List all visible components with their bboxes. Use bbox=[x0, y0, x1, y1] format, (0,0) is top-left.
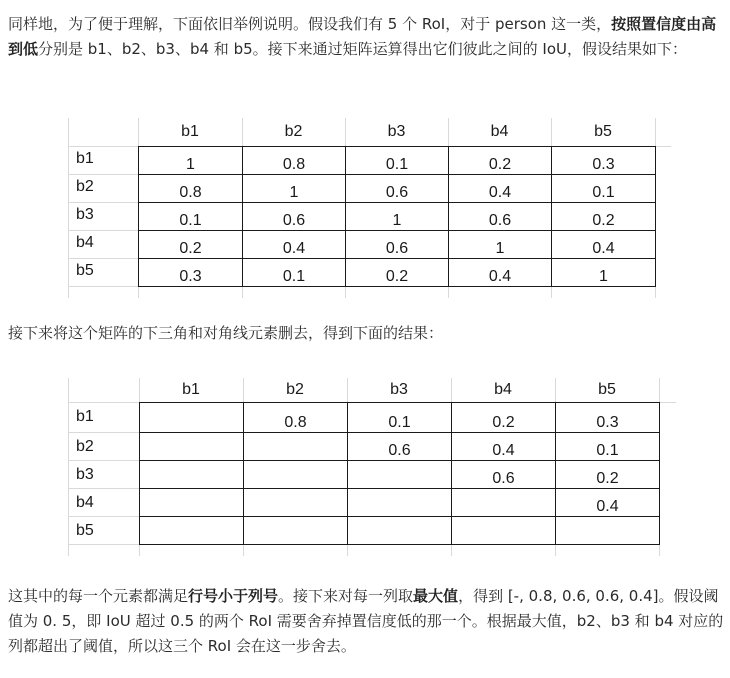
intro-emphasis: 按照置信度由高到低 bbox=[8, 15, 717, 58]
gridline-vertical bbox=[68, 378, 69, 556]
matrix-cell-b4-b1 bbox=[140, 489, 244, 517]
matrix-cell-b4-b3: 0.6 bbox=[346, 231, 449, 259]
row-label-b2: b2 bbox=[76, 178, 94, 195]
matrix-cell-b2-b3: 0.6 bbox=[348, 433, 452, 461]
table-row bbox=[140, 403, 660, 433]
matrix-cell-b4-b5: 0.4 bbox=[552, 231, 656, 259]
table-row bbox=[139, 231, 656, 259]
column-header-b3: b3 bbox=[387, 123, 406, 140]
matrix-cell-b5-b2: 0.1 bbox=[243, 259, 346, 287]
matrix-cell-b1-b4: 0.2 bbox=[449, 147, 552, 175]
conclusion-emphasis-2: 最大值 bbox=[413, 587, 459, 605]
matrix-cell-b4-b1: 0.2 bbox=[139, 231, 243, 259]
matrix-cell-b2-b5: 0.1 bbox=[552, 175, 656, 203]
matrix-cell-b3-b1 bbox=[140, 461, 244, 489]
matrix-cell-b2-b1: 0.8 bbox=[139, 175, 243, 203]
matrix-cell-b2-b3: 0.6 bbox=[346, 175, 449, 203]
matrix-cell-b1-b1 bbox=[140, 403, 244, 433]
matrix-cell-b5-b1: 0.3 bbox=[139, 259, 243, 287]
matrix-cell-b5-b4: 0.4 bbox=[449, 259, 552, 287]
gridline-horizontal bbox=[68, 286, 138, 287]
gridline-horizontal bbox=[68, 460, 139, 461]
column-header-b1: b1 bbox=[181, 123, 199, 140]
column-header-b2: b2 bbox=[284, 123, 303, 140]
row-label-b4: b4 bbox=[76, 494, 94, 511]
gridline-horizontal bbox=[68, 174, 138, 175]
matrix-cell-b2-b2 bbox=[244, 433, 348, 461]
matrix-cell-b3-b5: 0.2 bbox=[552, 203, 656, 231]
matrix-cell-b3-b3 bbox=[348, 461, 452, 489]
intro-paragraph bbox=[8, 12, 724, 62]
column-header-b5: b5 bbox=[598, 381, 616, 398]
matrix-cell-b5-b3 bbox=[348, 517, 452, 545]
matrix-cell-b5-b5: 1 bbox=[552, 259, 656, 287]
matrix-cell-b3-b3: 1 bbox=[346, 203, 449, 231]
gridline-horizontal bbox=[68, 432, 139, 433]
column-header-b4: b4 bbox=[490, 123, 509, 140]
row-label-b5: b5 bbox=[76, 522, 94, 539]
iou-matrix-full bbox=[68, 118, 671, 298]
matrix-cell-b1-b5: 0.3 bbox=[556, 403, 660, 433]
matrix-cell-b1-b5: 0.3 bbox=[552, 147, 656, 175]
matrix-cell-b3-b2: 0.6 bbox=[243, 203, 346, 231]
matrix-cell-b3-b1: 0.1 bbox=[139, 203, 243, 231]
matrix-cell-b2-b4: 0.4 bbox=[452, 433, 556, 461]
matrix-cell-b4-b4 bbox=[452, 489, 556, 517]
row-label-b3: b3 bbox=[76, 466, 94, 483]
matrix-cell-b2-b4: 0.4 bbox=[449, 175, 552, 203]
matrix-cell-b4-b5: 0.4 bbox=[556, 489, 660, 517]
matrix-cell-b5-b1 bbox=[140, 517, 244, 545]
column-header-b1: b1 bbox=[182, 381, 200, 398]
matrix-cell-b5-b2 bbox=[244, 517, 348, 545]
table-row bbox=[139, 259, 656, 287]
table-row bbox=[139, 147, 656, 175]
table-row bbox=[139, 175, 656, 203]
conclusion-emphasis-1: 行号小于列号 bbox=[188, 587, 279, 605]
intro-text-2: 分别是 b1、b2、b3、b4 和 b5。接下来通过矩阵运算得出它们彼此之间的 IoU，假设结果如下： bbox=[38, 40, 687, 58]
matrix-cell-b1-b3: 0.1 bbox=[346, 147, 449, 175]
matrix-cell-b3-b2 bbox=[244, 461, 348, 489]
row-label-b2: b2 bbox=[76, 438, 94, 455]
row-label-b1: b1 bbox=[76, 150, 94, 167]
matrix-cell-b5-b3: 0.2 bbox=[346, 259, 449, 287]
matrix-cell-b2-b5: 0.1 bbox=[556, 433, 660, 461]
matrix-cell-b5-b4 bbox=[452, 517, 556, 545]
matrix-cell-b1-b3: 0.1 bbox=[348, 403, 452, 433]
matrix-cell-b1-b1: 1 bbox=[139, 147, 243, 175]
matrix-cell-b2-b1 bbox=[140, 433, 244, 461]
matrix-cell-b4-b2 bbox=[244, 489, 348, 517]
table-row bbox=[140, 489, 660, 517]
gridline-horizontal bbox=[68, 516, 139, 517]
matrix-cell-b5-b5 bbox=[556, 517, 660, 545]
gridline-horizontal bbox=[68, 202, 138, 203]
table-row bbox=[140, 461, 660, 489]
matrix-grid bbox=[138, 146, 656, 287]
conclusion-paragraph bbox=[8, 584, 724, 659]
matrix-cell-b4-b4: 1 bbox=[449, 231, 552, 259]
column-header-b3: b3 bbox=[390, 381, 408, 398]
iou-matrix-upper-triangle bbox=[68, 378, 676, 556]
column-header-b4: b4 bbox=[494, 381, 512, 398]
gridline-horizontal bbox=[68, 258, 138, 259]
matrix-cell-b4-b3 bbox=[348, 489, 452, 517]
middle-paragraph: 接下来将这个矩阵的下三角和对角线元素删去，得到下面的结果： bbox=[8, 324, 444, 342]
row-label-b1: b1 bbox=[76, 408, 94, 425]
column-header-b2: b2 bbox=[286, 381, 304, 398]
matrix-cell-b1-b4: 0.2 bbox=[452, 403, 556, 433]
table-row bbox=[139, 203, 656, 231]
intro-text-1: 同样地，为了便于理解，下面依旧举例说明。假设我们有 5 个 RoI，对于 person 这一类， bbox=[8, 15, 612, 33]
column-header-b5: b5 bbox=[594, 123, 612, 140]
row-label-b5: b5 bbox=[76, 262, 94, 279]
matrix-grid bbox=[139, 402, 660, 545]
gridline-horizontal bbox=[68, 230, 138, 231]
conclusion-text-3: ，得到 [-, 0.8, 0.6, 0.6, 0.4]。假设阈值为 0. 5，即 IoU 超过 0.5 的两个 RoI 需要舍弃掉置信度低的那一个。根据最大值，b2、b3 和 b4 对应的列都超出了阈值，所以这三个 RoI 会在这一步舍去。 bbox=[8, 587, 724, 655]
matrix-cell-b3-b4: 0.6 bbox=[449, 203, 552, 231]
matrix-cell-b3-b5: 0.2 bbox=[556, 461, 660, 489]
gridline-horizontal bbox=[68, 544, 139, 545]
row-label-b4: b4 bbox=[76, 234, 94, 251]
matrix-cell-b1-b2: 0.8 bbox=[243, 147, 346, 175]
gridline-horizontal bbox=[68, 488, 139, 489]
conclusion-text-1: 这其中的每一个元素都满足 bbox=[8, 587, 189, 605]
matrix-cell-b1-b2: 0.8 bbox=[244, 403, 348, 433]
matrix-cell-b4-b2: 0.4 bbox=[243, 231, 346, 259]
gridline-vertical bbox=[68, 118, 69, 298]
matrix-cell-b3-b4: 0.6 bbox=[452, 461, 556, 489]
row-label-b3: b3 bbox=[76, 206, 94, 223]
table-row bbox=[140, 433, 660, 461]
conclusion-text-2: 。接下来对每一列取 bbox=[278, 587, 414, 605]
matrix-cell-b2-b2: 1 bbox=[243, 175, 346, 203]
table-row bbox=[140, 517, 660, 545]
